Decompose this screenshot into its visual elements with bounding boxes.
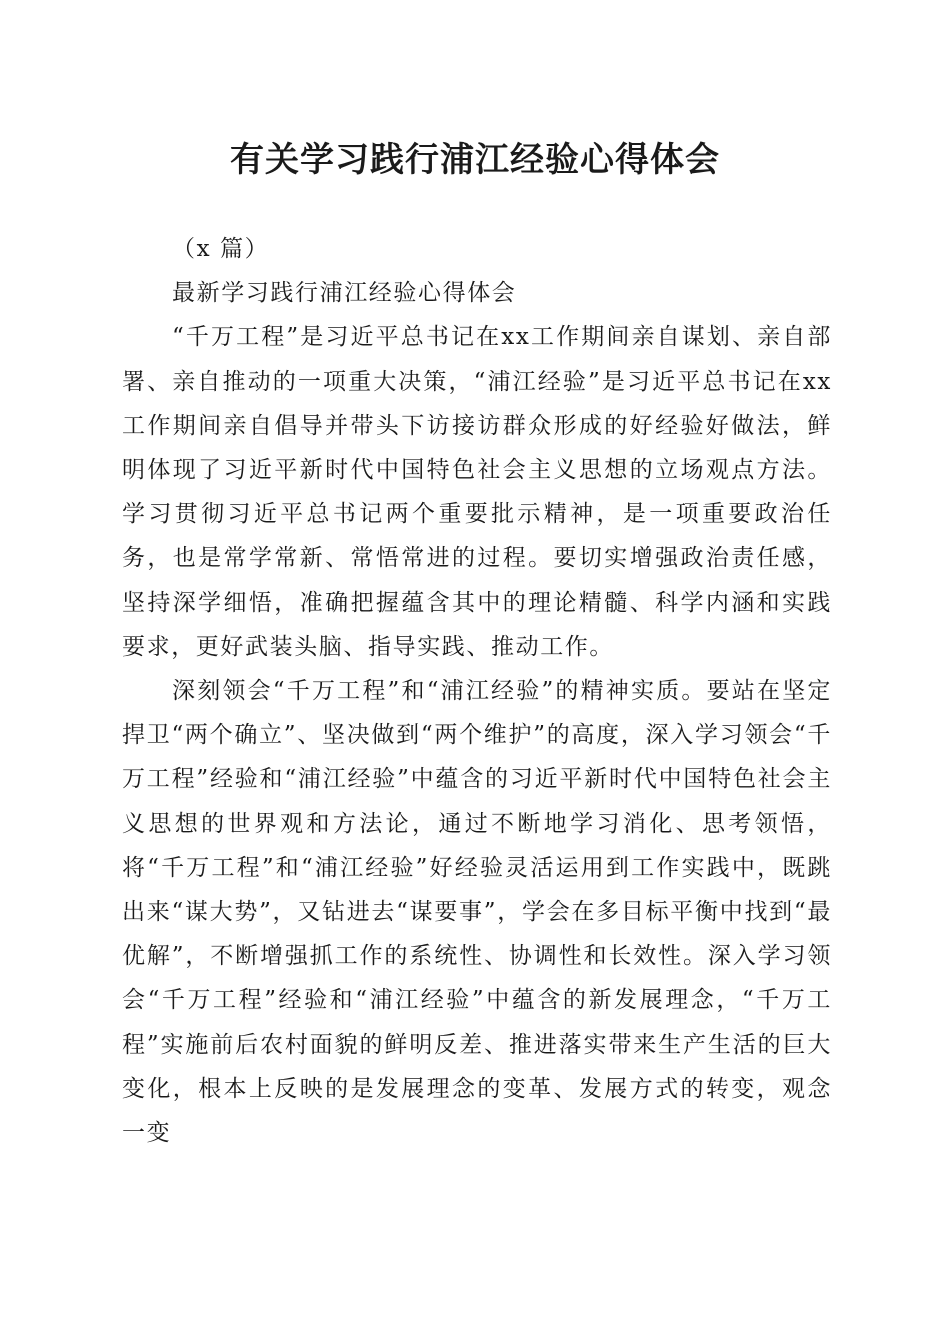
document-subtitle: （x 篇）: [172, 236, 270, 262]
paragraph: “千万工程”是习近平总书记在xx工作期间亲自谋划、亲自部署、亲自推动的一项重大决策，“浦江经验”是习近平总书记在xx工作期间亲自倡导并带头下访接访群众形成的好经验好做法，鲜明体现了习近平新时代中国特色社会主义思想的立场观点方法。学习贯彻习近平总书记两个重要批示精神，是一项重要政治任务，也是常学常新、常悟常进的过程。要切实增强政治责任感，坚持深学细悟，准确把握蕴含其中的理论精髓、科学内涵和实践要求，更好武装头脑、指导实践、推动工作。: [122, 324, 832, 660]
document-body: [122, 227, 832, 1155]
paragraph: 深刻领会“千万工程”和“浦江经验”的精神实质。要站在坚定捍卫“两个确立”、坚决做到“两个维护”的高度，深入学习领会“千万工程”经验和“浦江经验”中蕴含的习近平新时代中国特色社会主义思想的世界观和方法论，通过不断地学习消化、思考领悟，将“千万工程”和“浦江经验”好经验灵活运用到工作实践中，既跳出来“谋大势”，又钻进去“谋要事”，学会在多目标平衡中找到“最优解”，不断增强抓工作的系统性、协调性和长效性。深入学习领会“千万工程”经验和“浦江经验”中蕴含的新发展理念，“千万工程”实施前后农村面貌的鲜明反差、推进落实带来生产生活的巨大变化，根本上反映的是发展理念的变革、发展方式的转变，观念一变: [122, 678, 832, 1147]
document-title: 有关学习践行浦江经验心得体会: [230, 140, 720, 180]
article-title: 最新学习践行浦江经验心得体会: [172, 280, 517, 307]
